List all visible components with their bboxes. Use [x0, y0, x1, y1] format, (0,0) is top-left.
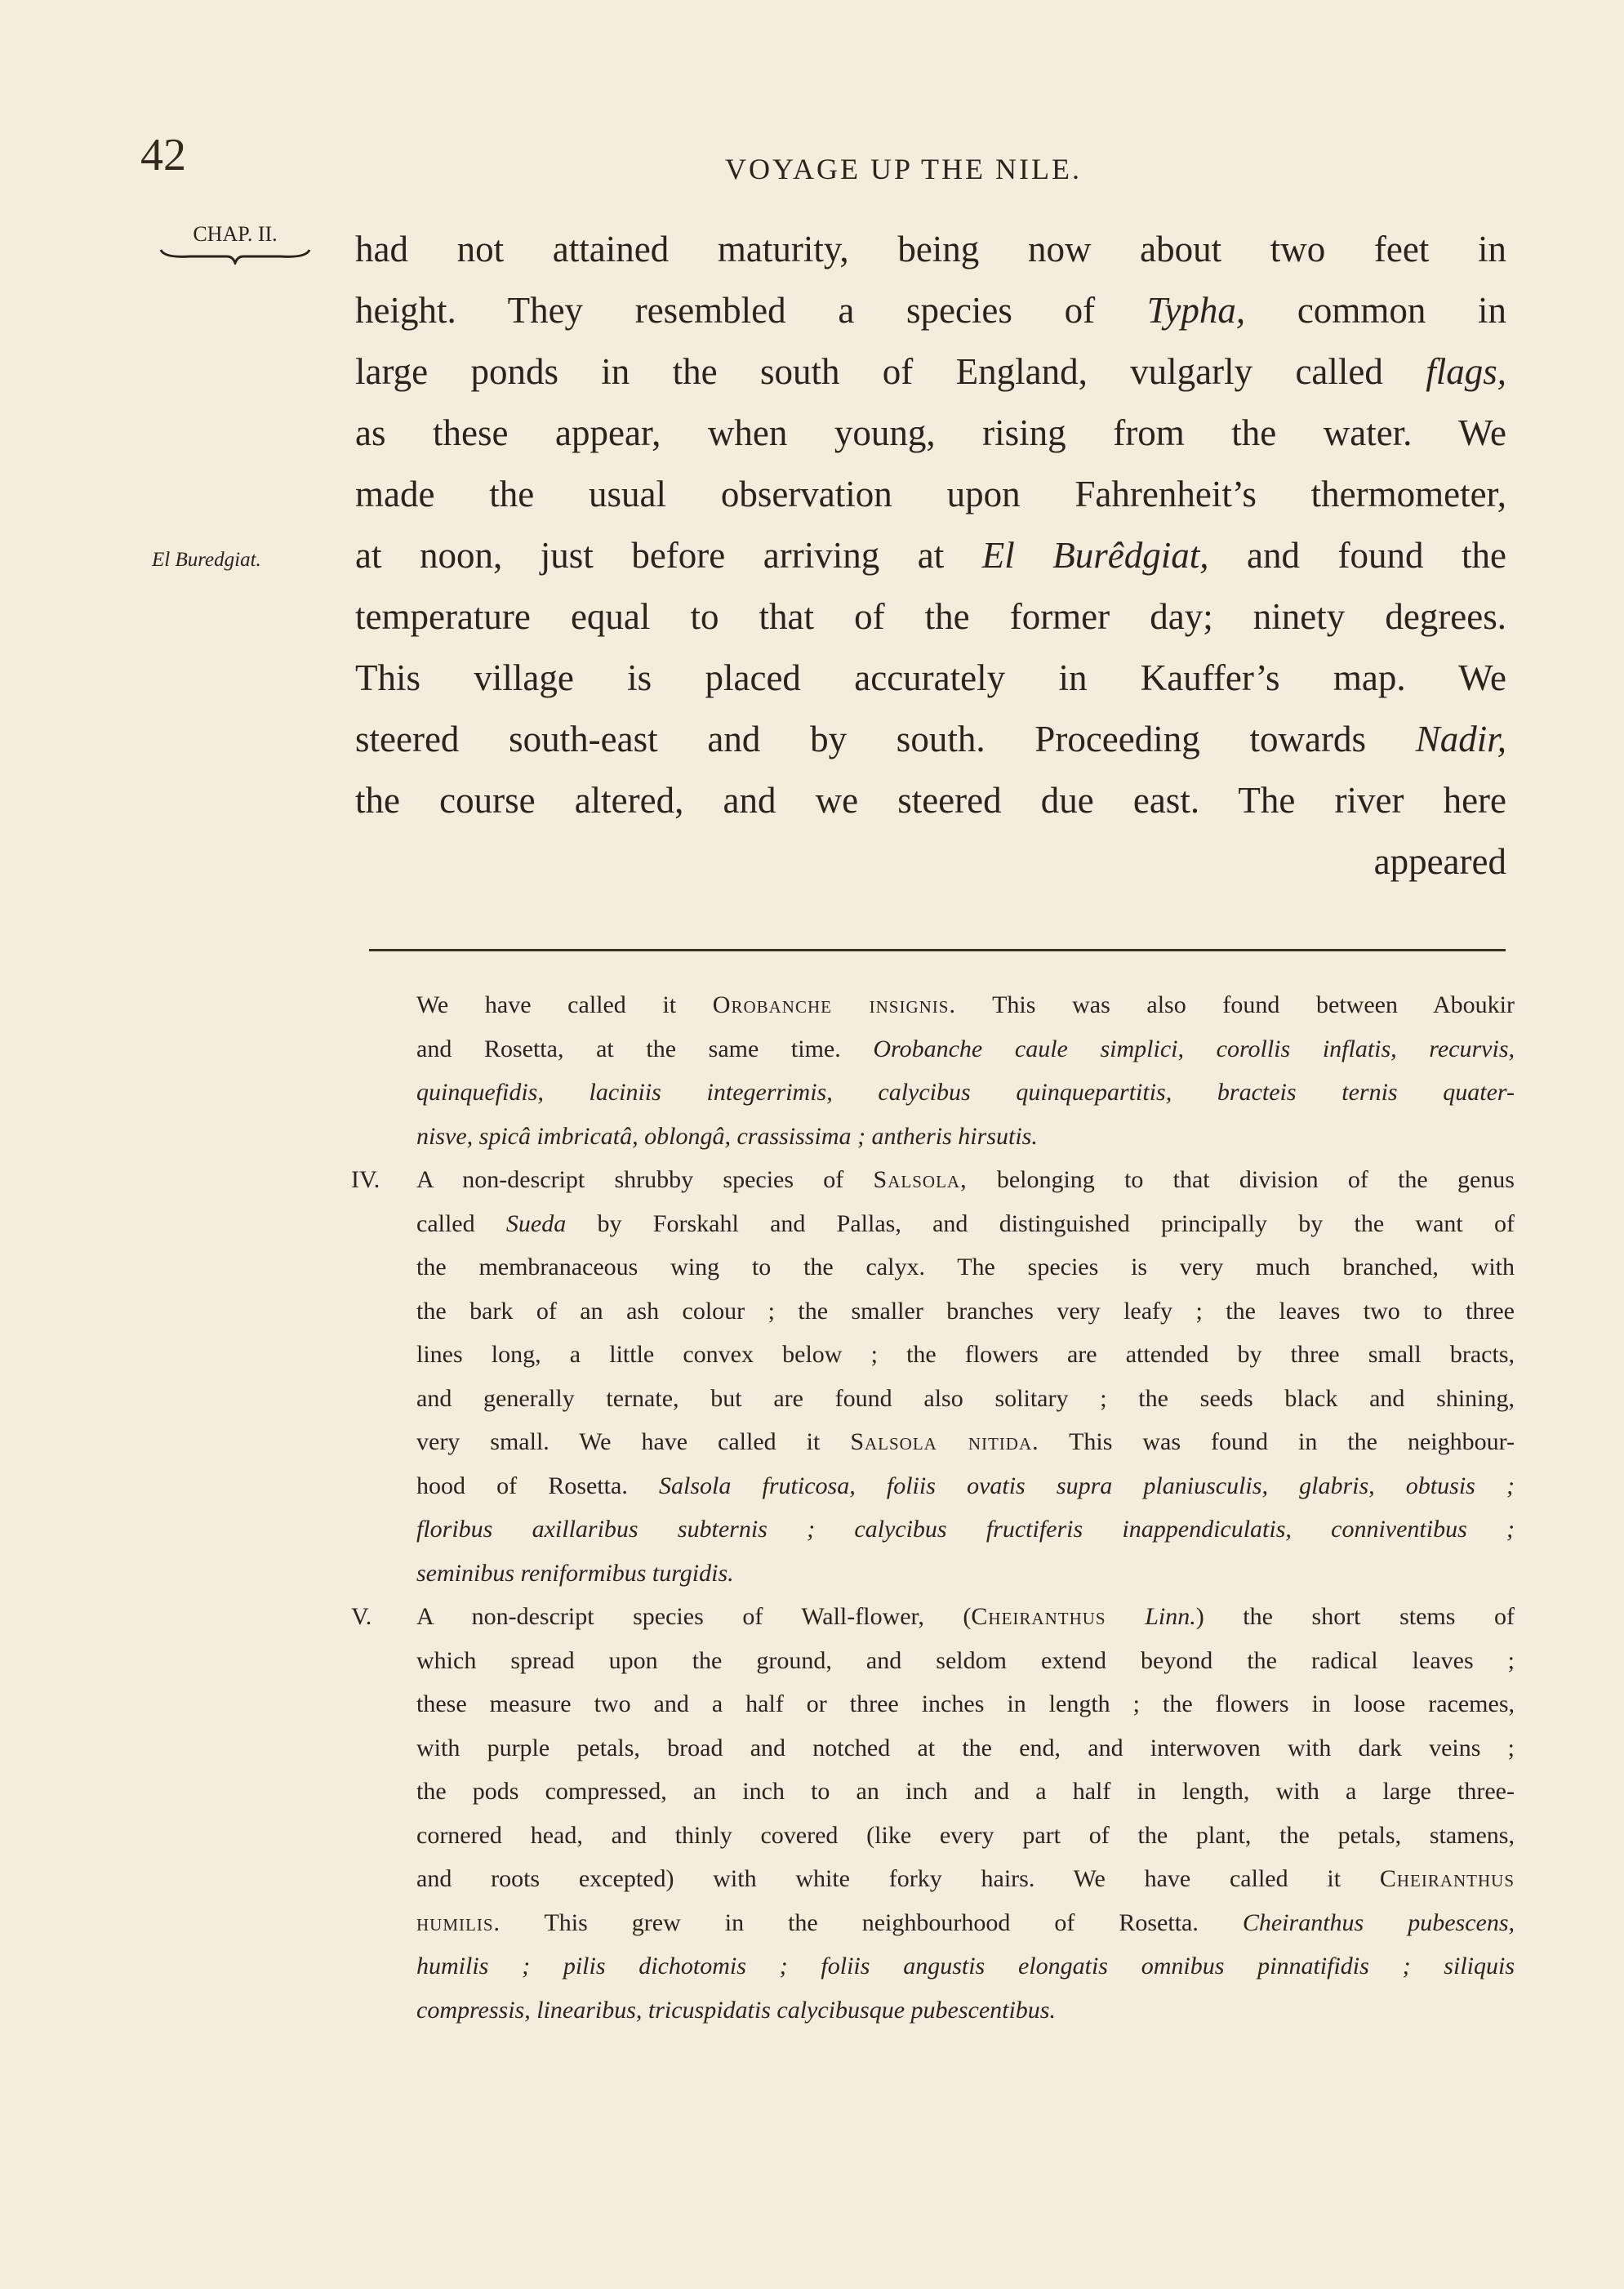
text-run: We have called it: [416, 991, 713, 1018]
footnote-line: [351, 1071, 1515, 1115]
brace-ornament: [158, 247, 313, 265]
text-run: humilis ; pilis dichotomis ; foliis angustis elongatis omnibus pinnatifidis ; siliquis: [416, 1953, 1515, 1979]
main-text: [355, 219, 1506, 893]
footnote-line: [351, 1988, 1515, 2033]
text-run: quinquefidis, laciniis integerrimis, calycibus quinquepartitis, bracteis ternis quater-: [416, 1079, 1515, 1106]
text-run: A non-descript species of Wall-flower, (: [416, 1603, 972, 1630]
running-title: VOYAGE UP THE NILE.: [725, 153, 1082, 185]
footnote-line: [351, 1857, 1515, 1901]
footnote-line: [351, 1507, 1515, 1552]
footnote-line: [351, 1770, 1515, 1814]
text-run: Cheiranthus: [1379, 1865, 1515, 1892]
footnote-line: [351, 1202, 1515, 1246]
text-run: the pods compressed, an inch to an inch and a half in length, with a large three-: [416, 1778, 1515, 1805]
main-text-line: [355, 770, 1506, 831]
text-run: hood of Rosetta.: [416, 1472, 660, 1499]
main-text-line: [355, 280, 1506, 341]
text-run: El Burêdgiat,: [981, 535, 1209, 576]
text-run: Nadir,: [1415, 719, 1506, 759]
text-run: called: [416, 1209, 506, 1237]
footnote-line: [351, 1726, 1515, 1770]
text-run: A non-descript shrubby species of: [416, 1166, 874, 1193]
footnote-line: [351, 1289, 1515, 1334]
chapter-marker: [154, 222, 317, 265]
footnote-line: [351, 1944, 1515, 1988]
text-run: and generally ternate, but are found also solitary ; the seeds black and shining,: [416, 1384, 1515, 1412]
text-run: made the usual observation upon Fahrenheit’s thermometer,: [355, 474, 1506, 514]
page-number: 42: [140, 130, 186, 180]
text-run: flags,: [1426, 351, 1506, 392]
text-run: had not attained maturity, being now about two feet in: [355, 229, 1506, 269]
text-run: and found the: [1208, 535, 1506, 576]
text-run: Typha,: [1146, 290, 1246, 331]
margin-place-note: El Buredgiat.: [152, 549, 261, 571]
text-run: seminibus reniformibus turgidis.: [416, 1559, 734, 1587]
footnote-line: [351, 1420, 1515, 1464]
text-run: humilis.: [416, 1908, 501, 1936]
text-run: these measure two and a half or three inches in length ; the flowers in loose racemes,: [416, 1690, 1515, 1717]
text-run: height. They resembled a species of: [355, 290, 1147, 331]
text-run: the bark of an ash colour ; the smaller branches very leafy ; the leaves two to three: [416, 1297, 1515, 1325]
catchword: appeared: [1373, 841, 1506, 882]
main-text-line: [355, 525, 1506, 586]
text-run: [1106, 1603, 1146, 1630]
text-run: floribus axillaribus subternis ; calycibus fructiferis inappendiculatis, conniventibus ;: [416, 1516, 1515, 1543]
text-run: Linn.: [1145, 1603, 1196, 1630]
footnote-line: [351, 1595, 1515, 1639]
text-run: cornered head, and thinly covered (like every part of the plant, the petals, stamens,: [416, 1821, 1515, 1849]
text-run: Salsola nitida.: [850, 1428, 1039, 1455]
footnote-line: [351, 1552, 1515, 1596]
text-run: Orobanche insignis.: [712, 991, 956, 1018]
text-run: at noon, just before arriving at: [355, 535, 982, 576]
main-text-line: [355, 219, 1506, 280]
main-text-line: [355, 403, 1506, 464]
footnote-numeral: IV.: [351, 1166, 380, 1193]
footnote-numeral: V.: [351, 1603, 372, 1630]
text-run: This was also found between Aboukir: [955, 991, 1515, 1018]
footnote-line: [351, 1901, 1515, 1945]
text-run: compressis, linearibus, tricuspidatis calycibusque pubescentibus.: [416, 1996, 1056, 2024]
text-run: and Rosetta, at the same time.: [416, 1035, 874, 1062]
main-text-line: [355, 648, 1506, 709]
text-run: lines long, a little convex below ; the flowers are attended by three small bracts,: [416, 1341, 1515, 1368]
text-run: the membranaceous wing to the calyx. The species is very much branched, with: [416, 1254, 1515, 1280]
text-run: very small. We have called it: [416, 1428, 851, 1455]
main-text-line: [355, 586, 1506, 648]
text-run: large ponds in the south of England, vulgarly called: [355, 351, 1426, 392]
text-run: and roots excepted) with white forky hairs. We have called it: [416, 1865, 1380, 1892]
text-run: Orobanche caule simplici, corollis inflatis, recurvis,: [873, 1035, 1515, 1062]
text-run: with purple petals, broad and notched at the end, and interwoven with dark veins ;: [416, 1734, 1515, 1761]
footnote-rule: [369, 949, 1506, 951]
text-run: This was found in the neighbour-: [1039, 1428, 1515, 1455]
footnote-line: [351, 1115, 1515, 1159]
footnote-line: [351, 1814, 1515, 1858]
footnote-line: [351, 1333, 1515, 1377]
main-text-line: [355, 341, 1506, 403]
text-run: ) the short stems of: [1195, 1603, 1515, 1630]
footnote-line: [351, 1245, 1515, 1289]
chapter-label: CHAP. II.: [193, 222, 278, 246]
text-run: Cheiranthus pubescens,: [1242, 1908, 1515, 1936]
text-run: the course altered, and we steered due east. The river here: [355, 780, 1506, 821]
footnote-line: [351, 1464, 1515, 1508]
text-run: Sueda: [505, 1209, 567, 1237]
text-run: by Forskahl and Pallas, and distinguished principally by the want of: [566, 1209, 1515, 1237]
text-run: belonging to that division of the genus: [967, 1166, 1515, 1193]
footnote-line: [351, 1027, 1515, 1071]
text-run: steered south-east and by south. Proceeding towards: [355, 719, 1416, 759]
footnote-line: [351, 1377, 1515, 1421]
footnote-line: [351, 1682, 1515, 1726]
text-run: temperature equal to that of the former day; ninety degrees.: [355, 596, 1506, 637]
footnotes: [351, 983, 1515, 2032]
text-run: This village is placed accurately in Kauffer’s map. We: [355, 657, 1506, 698]
text-run: nisve, spicâ imbricatâ, oblongâ, crassissima ; antheris hirsutis.: [416, 1122, 1038, 1150]
text-run: Salsola fruticosa, foliis ovatis supra planiusculis, glabris, obtusis ;: [659, 1472, 1515, 1499]
text-run: as these appear, when young, rising from the water. We: [355, 412, 1506, 453]
footnote-line: [351, 1639, 1515, 1683]
text-run: Salsola,: [873, 1166, 968, 1193]
text-run: common in: [1245, 290, 1506, 331]
main-text-line: [355, 709, 1506, 770]
footnote-line: [351, 983, 1515, 1027]
text-run: Cheiranthus: [971, 1603, 1106, 1630]
footnote-line: [351, 1158, 1515, 1202]
text-run: which spread upon the ground, and seldom extend beyond the radical leaves ;: [416, 1646, 1515, 1674]
main-text-line: [355, 464, 1506, 525]
text-run: This grew in the neighbourhood of Rosetta.: [501, 1908, 1243, 1936]
